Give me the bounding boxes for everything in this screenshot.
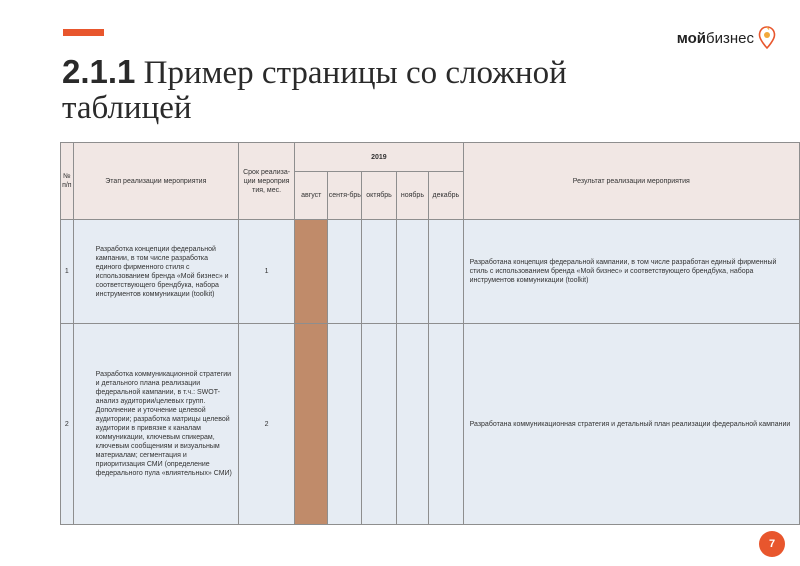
timeline-cell-active <box>295 324 328 525</box>
logo-text-bold: мой <box>676 29 707 47</box>
header-month: август <box>295 172 328 220</box>
row-num: 2 <box>61 324 74 525</box>
row-result: Разработана коммуникационная стратегия и детальный план реализации федеральной кампании <box>463 324 799 525</box>
header-term: Срок реализа-ции мероприя тия, мес. <box>238 143 294 220</box>
timeline-cell <box>396 324 428 525</box>
header-num: № п/п <box>61 143 74 220</box>
header-year: 2019 <box>295 143 463 172</box>
timeline-cell <box>328 324 362 525</box>
row-result: Разработана концепция федеральной кампании, в том числе разработан единый фирменный стиль с использованием бренда «Мой бизнес» и соответствующего брендбука, набора инструментов коммуникации (toolkit) <box>463 220 799 324</box>
row-term: 2 <box>238 324 294 525</box>
timeline-cell <box>429 324 463 525</box>
header-stage: Этап реализации мероприятия <box>73 143 238 220</box>
header-month: октябрь <box>362 172 396 220</box>
timeline-cell-active <box>295 220 328 324</box>
header-month: ноябрь <box>396 172 428 220</box>
table-row <box>61 324 800 525</box>
row-term: 1 <box>238 220 294 324</box>
events-table <box>60 142 800 525</box>
title-number: 2.1.1 <box>62 53 136 90</box>
header-month: декабрь <box>429 172 463 220</box>
header-month: сентя-брь <box>328 172 362 220</box>
timeline-cell <box>362 220 396 324</box>
title-text: Пример страницы со сложной таблицей <box>62 55 567 126</box>
page-number-badge: 7 <box>759 531 785 557</box>
row-num: 1 <box>61 220 74 324</box>
page-title <box>62 54 702 126</box>
timeline-cell <box>429 220 463 324</box>
logo-text-regular: бизнес <box>706 29 754 47</box>
map-pin-logo-icon <box>758 26 776 50</box>
timeline-cell <box>362 324 396 525</box>
timeline-cell <box>396 220 428 324</box>
header-result: Результат реализации мероприятия <box>463 143 799 220</box>
row-stage: Разработка концепции федеральной кампании, в том числе разработка единого фирменного стиля с использованием бренда «Мой бизнес» и соответствующего брендбука, набора инструментов коммуникации (toolkit) <box>73 220 238 324</box>
brand-logo <box>677 24 776 52</box>
table-row <box>61 220 800 324</box>
row-stage: Разработка коммуникационной стратегии и детального плана реализации федеральной кампании, в т.ч.: SWOT-анализ аудитории/целевых групп. Дополнение и уточнение целевой аудитории; разработка матрицы целевой аудитории в привязке к каналам коммуникации, ключевым спикерам, ключевым сообщениям и визуальным материалам; сегментация и приоритизация СМИ (определение федерального пула «влиятельных» СМИ) <box>73 324 238 525</box>
timeline-cell <box>328 220 362 324</box>
accent-bar <box>63 29 104 36</box>
